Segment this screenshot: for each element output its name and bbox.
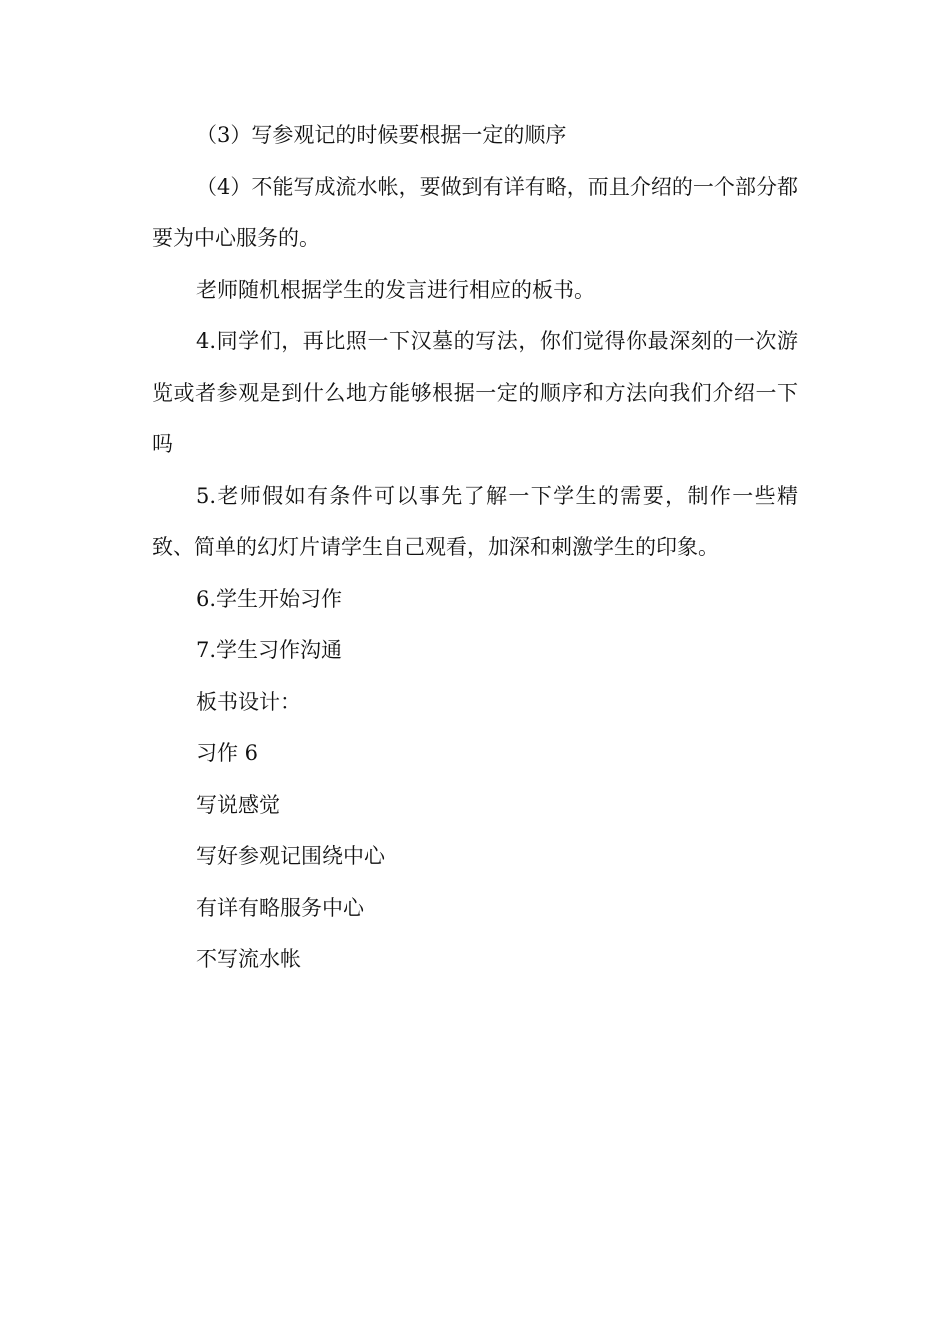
board-line-title: 习作 6 xyxy=(196,741,259,765)
document-body xyxy=(152,110,798,986)
paragraph-step-5: 5.老师假如有条件可以事先了解一下学生的需要，制作一些精致、简单的幻灯片请学生自己观看，加深和刺激学生的印象。 xyxy=(152,483,798,559)
board-line-2: 写好参观记围绕中心 xyxy=(196,844,385,868)
paragraph-step-7: 7.学生习作沟通 xyxy=(196,638,343,662)
board-design-heading: 板书设计： xyxy=(196,689,301,714)
paragraph-step-4: 4.同学们，再比照一下汉墓的写法，你们觉得你最深刻的一次游览或者参观是到什么地方能够根据一定的顺序和方法向我们介绍一下吗 xyxy=(152,329,798,456)
paragraph-teacher-notes: 老师随机根据学生的发言进行相应的板书。 xyxy=(196,277,595,302)
paragraph-point-3: （3）写参观记的时候要根据一定的顺序 xyxy=(196,123,567,147)
paragraph-step-6: 6.学生开始习作 xyxy=(196,586,343,611)
board-line-1: 写说感觉 xyxy=(196,792,280,817)
paragraph-point-4: （4）不能写成流水帐，要做到有详有略，而且介绍的一个部分都要为中心服务的。 xyxy=(152,174,798,250)
board-line-3: 有详有略服务中心 xyxy=(196,895,364,920)
board-line-4: 不写流水帐 xyxy=(196,947,301,971)
